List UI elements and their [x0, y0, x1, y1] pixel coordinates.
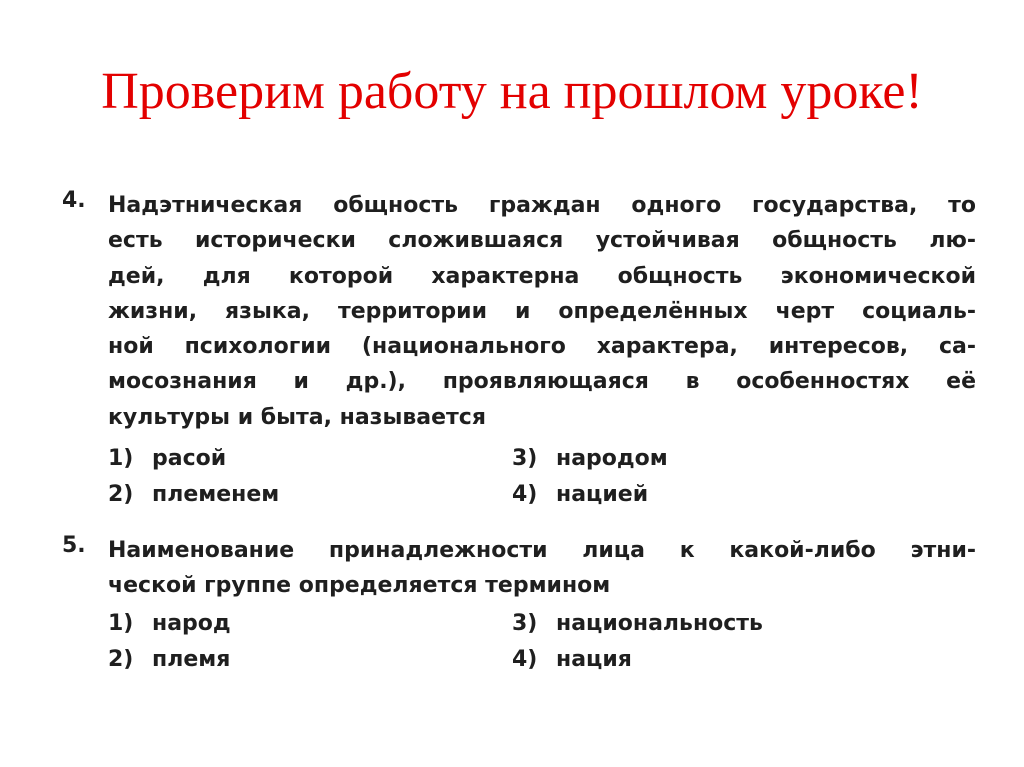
option-number: 1) — [108, 446, 134, 471]
option-number: 3) — [512, 611, 538, 636]
option-text: национальность — [556, 611, 763, 636]
option-text: народом — [556, 446, 668, 471]
answer-option-1 — [108, 441, 226, 477]
question-line: Наименование принадлежности лица к какой-либо этни- — [108, 538, 976, 563]
question-line: ной психологии (национального характера, интересов, са- — [108, 334, 976, 360]
answer-option-1 — [108, 606, 231, 642]
question-text — [108, 188, 976, 435]
answer-option-3 — [512, 606, 763, 642]
question-number: 5. — [62, 533, 86, 558]
option-text: народ — [152, 611, 231, 636]
option-number: 1) — [108, 611, 134, 636]
option-number: 4) — [512, 647, 538, 672]
answer-option-4 — [512, 477, 648, 513]
question-line: Надэтническая общность граждан одного государства, то — [108, 193, 976, 218]
question-line: культуры и быта, называется — [108, 404, 486, 430]
slide-title: Проверим работу на прошлом уроке! — [101, 63, 923, 120]
option-text: расой — [152, 446, 227, 471]
question-number: 4. — [62, 188, 86, 213]
question-line: дей, для которой характерна общность экономической — [108, 263, 976, 289]
question-line: жизни, языка, территории и определённых черт социаль- — [108, 298, 976, 324]
option-text: нация — [556, 647, 632, 672]
option-number: 2) — [108, 482, 134, 507]
question-line: есть исторически сложившаяся устойчивая общность лю- — [108, 228, 976, 254]
answer-option-3 — [512, 441, 668, 477]
question-text — [108, 533, 976, 604]
option-text: нацией — [556, 482, 649, 507]
question-line: мосознания и др.), проявляющаяся в особенностях её — [108, 369, 976, 395]
option-text: племенем — [152, 482, 280, 507]
answer-option-2 — [108, 642, 230, 678]
answer-option-4 — [512, 642, 632, 678]
option-text: племя — [152, 647, 231, 672]
question-line: ческой группе определяется термином — [108, 573, 611, 599]
option-number: 3) — [512, 446, 538, 471]
option-number: 2) — [108, 647, 134, 672]
answer-option-2 — [108, 477, 279, 513]
option-number: 4) — [512, 482, 538, 507]
